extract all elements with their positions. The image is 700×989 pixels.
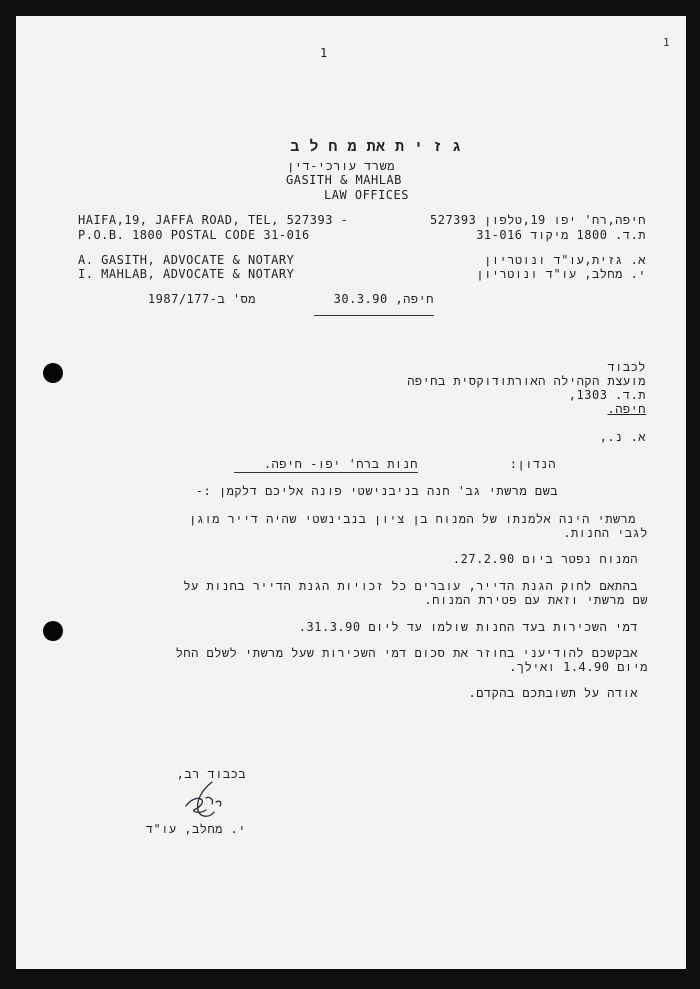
body-paragraph-5: דמי השכירות בעד החנות שולמו עד ליום 31.3.90.	[298, 620, 638, 634]
corner-mark: ‪1‬	[663, 36, 670, 49]
address-english-line1: HAIFA,19, JAFFA ROAD, TEL, 527393 -	[78, 213, 349, 227]
subject-label: הנדון:	[509, 457, 556, 471]
letterhead-hebrew-office: משרד עורכי-דין	[287, 159, 395, 173]
page-number: 1	[320, 46, 328, 60]
letter-date: חיפה, 30.3.90	[333, 292, 434, 306]
body-paragraph-4b: שם מרשתי וזאת עם פטירת המנוח.	[424, 593, 648, 607]
address-hebrew-line1: חיפה,רח' יפו 19,טלפון 527393	[430, 213, 646, 227]
closing: בכבוד רב,	[176, 767, 246, 781]
body-paragraph-6b: מיום 1.4.90 ואילך.	[509, 660, 648, 674]
partner-hebrew-2: י. מחלב, עו"ד ונוטריון	[476, 267, 646, 281]
address-hebrew-line2: ת.ד. 1800 מיקוד 31-016	[476, 228, 646, 242]
punch-hole-upper	[43, 363, 63, 383]
subject-text: חנות ברח' יפו- חיפה.	[263, 457, 418, 471]
salutation: א. נ.,	[599, 430, 646, 444]
recipient-line1: לכבוד	[607, 360, 646, 374]
punch-hole-lower	[43, 621, 63, 641]
address-english-line2: P.O.B. 1800 POSTAL CODE 31-016	[78, 228, 310, 242]
reference-number: מס' ב-1987/177	[147, 292, 256, 306]
body-paragraph-2a: מרשתי הינה אלמנתו של המנוח בן ציון בנבינשטי שהיה דייר מוגן	[189, 512, 636, 526]
letterhead-hebrew-name: ג ז י ת את מ ח ל ב	[290, 137, 462, 155]
letter-page	[16, 16, 686, 969]
body-paragraph-2b: לגבי החנות.	[563, 526, 648, 540]
letterhead-english-office: LAW OFFICES	[324, 188, 409, 202]
letterhead-english-name: GASITH & MAHLAB	[286, 173, 402, 187]
subject-underline	[234, 472, 418, 473]
body-paragraph-3: המנוח נפטר ביום 27.2.90.	[452, 552, 638, 566]
partner-english-1: A. GASITH, ADVOCATE & NOTARY	[78, 253, 295, 267]
date-underline	[314, 315, 434, 316]
partner-hebrew-1: א. גזית,עו"ד ונוטריון	[484, 253, 646, 267]
recipient-line2: מועצת הקהילה האורתודוקסית בחיפה	[407, 374, 646, 388]
handwritten-signature	[176, 778, 236, 824]
body-paragraph-6a: אבקשכם להודיעני בחוזר את סכום דמי השכירות שעל מרשתי לשלם החל	[175, 646, 638, 660]
body-paragraph-7: אודה על תשובתכם בהקדם.	[468, 686, 638, 700]
partner-english-2: I. MAHLAB, ADVOCATE & NOTARY	[78, 267, 295, 281]
recipient-line4: חיפה.	[607, 402, 646, 416]
body-paragraph-4a: בהתאם לחוק הגנת הדייר, עוברים כל זכויות הגנת הדייר בחנות על	[183, 579, 638, 593]
body-paragraph-1: בשם מרשתי גב' חנה בניבנישטי פונה אליכם דלקמן :-	[195, 484, 558, 498]
recipient-line3: ת.ד. 1303,	[568, 388, 646, 402]
signature-name: י. מחלב, עו"ד	[145, 822, 246, 836]
